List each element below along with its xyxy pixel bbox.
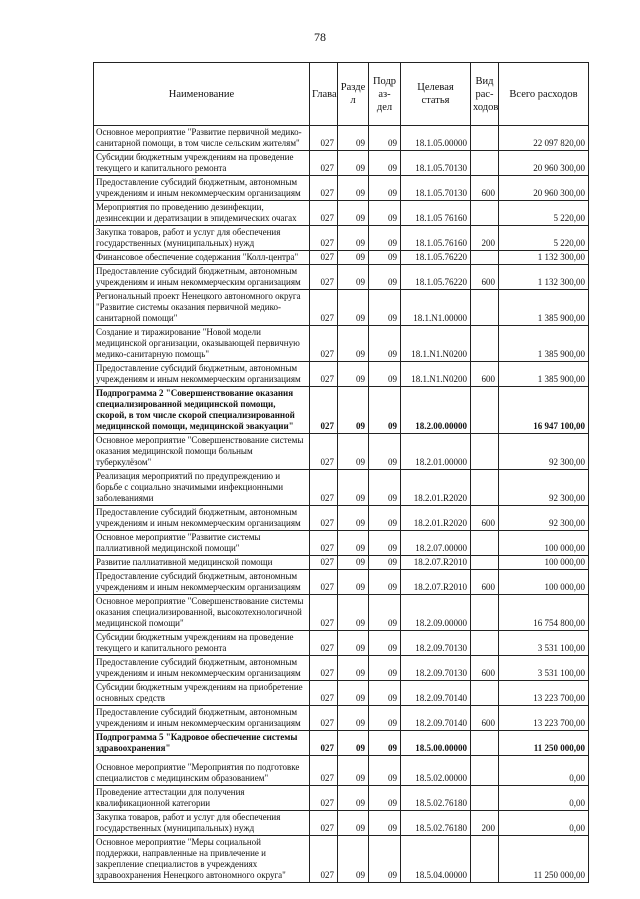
cell-subsection: 09 xyxy=(369,506,401,531)
table-row xyxy=(94,176,589,201)
cell-section: 09 xyxy=(338,290,369,326)
cell-chapter: 027 xyxy=(310,434,338,470)
cell-subsection: 09 xyxy=(369,226,401,251)
cell-expense-type xyxy=(471,786,499,811)
cell-subsection: 09 xyxy=(369,556,401,570)
cell-total: 1 385 900,00 xyxy=(499,290,589,326)
cell-chapter: 027 xyxy=(310,811,338,836)
cell-name: Субсидии бюджетным учреждениям на приобретение основных средств xyxy=(94,681,310,706)
cell-name: Предоставление субсидий бюджетным, автономным учреждениям и иным некоммерческим организациям xyxy=(94,656,310,681)
cell-article: 18.2.09.70130 xyxy=(401,656,471,681)
cell-total: 1 132 300,00 xyxy=(499,251,589,265)
cell-chapter: 027 xyxy=(310,681,338,706)
cell-name: Основное мероприятие "Меры социальной поддержки, направленные на привлечение и закрепление специалистов в учреждениях здравоохранения Ненецкого автономного округа" xyxy=(94,836,310,883)
cell-article: 18.2.00.00000 xyxy=(401,387,471,434)
cell-subsection: 09 xyxy=(369,201,401,226)
cell-subsection: 09 xyxy=(369,470,401,506)
cell-subsection: 09 xyxy=(369,265,401,290)
cell-subsection: 09 xyxy=(369,570,401,595)
header-chapter: Глава xyxy=(310,63,338,126)
cell-subsection: 09 xyxy=(369,126,401,151)
cell-subsection: 09 xyxy=(369,836,401,883)
cell-expense-type xyxy=(471,595,499,631)
cell-expense-type: 600 xyxy=(471,706,499,731)
cell-subsection: 09 xyxy=(369,731,401,756)
cell-name: Финансовое обеспечение содержания "Колл-центра" xyxy=(94,251,310,265)
cell-article: 18.2.09.00000 xyxy=(401,595,471,631)
cell-expense-type xyxy=(471,531,499,556)
table-row xyxy=(94,387,589,434)
cell-chapter: 027 xyxy=(310,151,338,176)
cell-name: Предоставление субсидий бюджетным, автономным учреждениям и иным некоммерческим организациям xyxy=(94,706,310,731)
cell-subsection: 09 xyxy=(369,681,401,706)
cell-section: 09 xyxy=(338,126,369,151)
table-row xyxy=(94,681,589,706)
cell-section: 09 xyxy=(338,756,369,786)
cell-chapter: 027 xyxy=(310,786,338,811)
cell-expense-type: 600 xyxy=(471,265,499,290)
cell-article: 18.1.05.70130 xyxy=(401,151,471,176)
cell-article: 18.1.05.76220 xyxy=(401,251,471,265)
cell-expense-type xyxy=(471,126,499,151)
cell-article: 18.2.01.R2020 xyxy=(401,470,471,506)
cell-name: Подпрограмма 5 "Кадровое обеспечение системы здравоохранения" xyxy=(94,731,310,756)
cell-section: 09 xyxy=(338,265,369,290)
cell-expense-type xyxy=(471,326,499,362)
cell-chapter: 027 xyxy=(310,731,338,756)
table-row xyxy=(94,756,589,786)
cell-expense-type: 600 xyxy=(471,570,499,595)
table-row xyxy=(94,731,589,756)
cell-article: 18.2.09.70140 xyxy=(401,681,471,706)
cell-name: Мероприятия по проведению дезинфекции, дезинсекции и дератизации в эпидемических очагах xyxy=(94,201,310,226)
cell-name: Предоставление субсидий бюджетным, автономным учреждениям и иным некоммерческим организациям xyxy=(94,265,310,290)
table-row xyxy=(94,226,589,251)
cell-total: 1 132 300,00 xyxy=(499,265,589,290)
cell-total: 13 223 700,00 xyxy=(499,706,589,731)
cell-total: 20 960 300,00 xyxy=(499,176,589,201)
cell-total: 92 300,00 xyxy=(499,434,589,470)
table-row xyxy=(94,531,589,556)
header-expense-type: Вид рас- ходов xyxy=(471,63,499,126)
cell-section: 09 xyxy=(338,506,369,531)
cell-subsection: 09 xyxy=(369,290,401,326)
cell-article: 18.5.02.00000 xyxy=(401,756,471,786)
cell-total: 92 300,00 xyxy=(499,470,589,506)
cell-section: 09 xyxy=(338,470,369,506)
cell-chapter: 027 xyxy=(310,387,338,434)
cell-chapter: 027 xyxy=(310,595,338,631)
cell-name: Закупка товаров, работ и услуг для обеспечения государственных (муниципальных) нужд xyxy=(94,226,310,251)
header-total: Всего расходов xyxy=(499,63,589,126)
cell-subsection: 09 xyxy=(369,656,401,681)
cell-section: 09 xyxy=(338,326,369,362)
cell-total: 11 250 000,00 xyxy=(499,731,589,756)
table-row xyxy=(94,556,589,570)
cell-total: 0,00 xyxy=(499,756,589,786)
cell-article: 18.1.N1.00000 xyxy=(401,290,471,326)
cell-name: Предоставление субсидий бюджетным, автономным учреждениям и иным некоммерческим организациям xyxy=(94,506,310,531)
cell-expense-type xyxy=(471,836,499,883)
cell-name: Основное мероприятие "Развитие первичной медико-санитарной помощи, в том числе сельским жителям" xyxy=(94,126,310,151)
cell-total: 1 385 900,00 xyxy=(499,326,589,362)
cell-total: 100 000,00 xyxy=(499,531,589,556)
header-section: Разде л xyxy=(338,63,369,126)
table-row xyxy=(94,470,589,506)
cell-name: Развитие паллиативной медицинской помощи xyxy=(94,556,310,570)
cell-article: 18.1.05.70130 xyxy=(401,176,471,201)
cell-section: 09 xyxy=(338,631,369,656)
cell-name: Проведение аттестации для получения квалификационной категории xyxy=(94,786,310,811)
cell-total: 92 300,00 xyxy=(499,506,589,531)
cell-name: Предоставление субсидий бюджетным, автономным учреждениям и иным некоммерческим организациям xyxy=(94,570,310,595)
cell-name: Создание и тиражирование "Новой модели медицинской организации, оказывающей первичную медико-санитарную помощь" xyxy=(94,326,310,362)
cell-article: 18.5.02.76180 xyxy=(401,811,471,836)
cell-subsection: 09 xyxy=(369,362,401,387)
page-number: 78 xyxy=(314,30,326,44)
cell-total: 13 223 700,00 xyxy=(499,681,589,706)
header-subsection: Подр аз- дел xyxy=(369,63,401,126)
cell-chapter: 027 xyxy=(310,756,338,786)
cell-name: Реализация мероприятий по предупреждению и борьбе с социально значимыми инфекционными заболеваниями xyxy=(94,470,310,506)
cell-section: 09 xyxy=(338,811,369,836)
cell-section: 09 xyxy=(338,570,369,595)
table-row xyxy=(94,434,589,470)
table-row xyxy=(94,506,589,531)
cell-article: 18.2.07.R2010 xyxy=(401,556,471,570)
cell-chapter: 027 xyxy=(310,506,338,531)
table-row xyxy=(94,836,589,883)
cell-article: 18.2.09.70140 xyxy=(401,706,471,731)
header-article: Целевая статья xyxy=(401,63,471,126)
cell-section: 09 xyxy=(338,362,369,387)
cell-chapter: 027 xyxy=(310,631,338,656)
cell-section: 09 xyxy=(338,595,369,631)
table-row xyxy=(94,251,589,265)
cell-section: 09 xyxy=(338,731,369,756)
cell-article: 18.2.07.00000 xyxy=(401,531,471,556)
table-body xyxy=(94,126,589,883)
cell-name: Предоставление субсидий бюджетным, автономным учреждениям и иным некоммерческим организациям xyxy=(94,176,310,201)
cell-total: 20 960 300,00 xyxy=(499,151,589,176)
table-row xyxy=(94,570,589,595)
cell-total: 16 947 100,00 xyxy=(499,387,589,434)
cell-total: 0,00 xyxy=(499,786,589,811)
cell-subsection: 09 xyxy=(369,434,401,470)
cell-expense-type: 200 xyxy=(471,226,499,251)
cell-article: 18.5.02.76180 xyxy=(401,786,471,811)
cell-article: 18.1.05.76220 xyxy=(401,265,471,290)
cell-total: 5 220,00 xyxy=(499,201,589,226)
cell-section: 09 xyxy=(338,151,369,176)
cell-name: Основное мероприятие "Мероприятия по подготовке специалистов с медицинским образованием" xyxy=(94,756,310,786)
cell-name: Подпрограмма 2 "Совершенствование оказания специализированной медицинской помощи, скорой, в том числе скорой специализированной медицинской помощи, медицинской эвакуации" xyxy=(94,387,310,434)
table-row xyxy=(94,595,589,631)
cell-chapter: 027 xyxy=(310,290,338,326)
table-row xyxy=(94,126,589,151)
cell-name: Основное мероприятие "Развитие системы паллиативной медицинской помощи" xyxy=(94,531,310,556)
cell-chapter: 027 xyxy=(310,201,338,226)
cell-section: 09 xyxy=(338,556,369,570)
cell-expense-type xyxy=(471,731,499,756)
table-row xyxy=(94,786,589,811)
cell-article: 18.1.05 76160 xyxy=(401,201,471,226)
cell-chapter: 027 xyxy=(310,556,338,570)
cell-total: 100 000,00 xyxy=(499,570,589,595)
cell-chapter: 027 xyxy=(310,126,338,151)
cell-chapter: 027 xyxy=(310,531,338,556)
table-row xyxy=(94,811,589,836)
cell-subsection: 09 xyxy=(369,786,401,811)
cell-subsection: 09 xyxy=(369,531,401,556)
cell-expense-type: 600 xyxy=(471,656,499,681)
cell-section: 09 xyxy=(338,201,369,226)
cell-article: 18.2.01.R2020 xyxy=(401,506,471,531)
cell-chapter: 027 xyxy=(310,362,338,387)
cell-chapter: 027 xyxy=(310,570,338,595)
cell-subsection: 09 xyxy=(369,706,401,731)
cell-expense-type xyxy=(471,251,499,265)
cell-chapter: 027 xyxy=(310,836,338,883)
cell-section: 09 xyxy=(338,836,369,883)
cell-name: Региональный проект Ненецкого автономного округа "Развитие системы оказания первичной медико-санитарной помощи" xyxy=(94,290,310,326)
cell-expense-type: 600 xyxy=(471,362,499,387)
table-row xyxy=(94,706,589,731)
cell-expense-type xyxy=(471,290,499,326)
header-name: Наименование xyxy=(94,63,310,126)
table-row xyxy=(94,201,589,226)
cell-subsection: 09 xyxy=(369,251,401,265)
cell-article: 18.5.00.00000 xyxy=(401,731,471,756)
cell-section: 09 xyxy=(338,706,369,731)
cell-total: 3 531 100,00 xyxy=(499,656,589,681)
table-row xyxy=(94,326,589,362)
cell-chapter: 027 xyxy=(310,265,338,290)
cell-section: 09 xyxy=(338,434,369,470)
cell-expense-type xyxy=(471,631,499,656)
cell-expense-type: 600 xyxy=(471,506,499,531)
cell-article: 18.1.N1.N0200 xyxy=(401,362,471,387)
cell-expense-type: 200 xyxy=(471,811,499,836)
cell-expense-type xyxy=(471,434,499,470)
cell-total: 100 000,00 xyxy=(499,556,589,570)
cell-subsection: 09 xyxy=(369,151,401,176)
table-row xyxy=(94,656,589,681)
cell-total: 16 754 800,00 xyxy=(499,595,589,631)
table-row xyxy=(94,362,589,387)
cell-total: 5 220,00 xyxy=(499,226,589,251)
cell-chapter: 027 xyxy=(310,656,338,681)
cell-subsection: 09 xyxy=(369,631,401,656)
cell-section: 09 xyxy=(338,226,369,251)
cell-expense-type: 600 xyxy=(471,176,499,201)
cell-name: Субсидии бюджетным учреждениям на проведение текущего и капитального ремонта xyxy=(94,631,310,656)
cell-expense-type xyxy=(471,201,499,226)
cell-total: 0,00 xyxy=(499,811,589,836)
cell-name: Основное мероприятие "Совершенствование системы оказания медицинской помощи больным туберкулёзом" xyxy=(94,434,310,470)
expenditure-table xyxy=(93,62,589,883)
cell-chapter: 027 xyxy=(310,470,338,506)
table-row xyxy=(94,151,589,176)
cell-article: 18.2.07.R2010 xyxy=(401,570,471,595)
cell-article: 18.2.09.70130 xyxy=(401,631,471,656)
cell-subsection: 09 xyxy=(369,811,401,836)
cell-chapter: 027 xyxy=(310,326,338,362)
cell-subsection: 09 xyxy=(369,756,401,786)
cell-section: 09 xyxy=(338,656,369,681)
cell-article: 18.2.01.00000 xyxy=(401,434,471,470)
cell-chapter: 027 xyxy=(310,251,338,265)
cell-total: 22 097 820,00 xyxy=(499,126,589,151)
cell-subsection: 09 xyxy=(369,176,401,201)
cell-article: 18.1.N1.N0200 xyxy=(401,326,471,362)
table-row xyxy=(94,631,589,656)
cell-expense-type xyxy=(471,470,499,506)
table-header-row xyxy=(94,63,589,126)
cell-total: 11 250 000,00 xyxy=(499,836,589,883)
cell-name: Основное мероприятие "Совершенствование системы оказания специализированной, высокотехнологичной медицинской помощи" xyxy=(94,595,310,631)
cell-expense-type xyxy=(471,756,499,786)
cell-chapter: 027 xyxy=(310,706,338,731)
cell-expense-type xyxy=(471,681,499,706)
cell-section: 09 xyxy=(338,176,369,201)
table-row xyxy=(94,265,589,290)
cell-total: 3 531 100,00 xyxy=(499,631,589,656)
cell-name: Закупка товаров, работ и услуг для обеспечения государственных (муниципальных) нужд xyxy=(94,811,310,836)
cell-subsection: 09 xyxy=(369,326,401,362)
cell-total: 1 385 900,00 xyxy=(499,362,589,387)
table-row xyxy=(94,290,589,326)
cell-chapter: 027 xyxy=(310,176,338,201)
cell-section: 09 xyxy=(338,681,369,706)
cell-article: 18.1.05.00000 xyxy=(401,126,471,151)
cell-subsection: 09 xyxy=(369,595,401,631)
cell-expense-type xyxy=(471,556,499,570)
cell-name: Предоставление субсидий бюджетным, автономным учреждениям и иным некоммерческим организациям xyxy=(94,362,310,387)
cell-name: Субсидии бюджетным учреждениям на проведение текущего и капитального ремонта xyxy=(94,151,310,176)
cell-section: 09 xyxy=(338,387,369,434)
cell-section: 09 xyxy=(338,786,369,811)
cell-expense-type xyxy=(471,387,499,434)
cell-article: 18.1.05.76160 xyxy=(401,226,471,251)
cell-article: 18.5.04.00000 xyxy=(401,836,471,883)
cell-section: 09 xyxy=(338,531,369,556)
cell-subsection: 09 xyxy=(369,387,401,434)
cell-section: 09 xyxy=(338,251,369,265)
cell-chapter: 027 xyxy=(310,226,338,251)
cell-expense-type xyxy=(471,151,499,176)
